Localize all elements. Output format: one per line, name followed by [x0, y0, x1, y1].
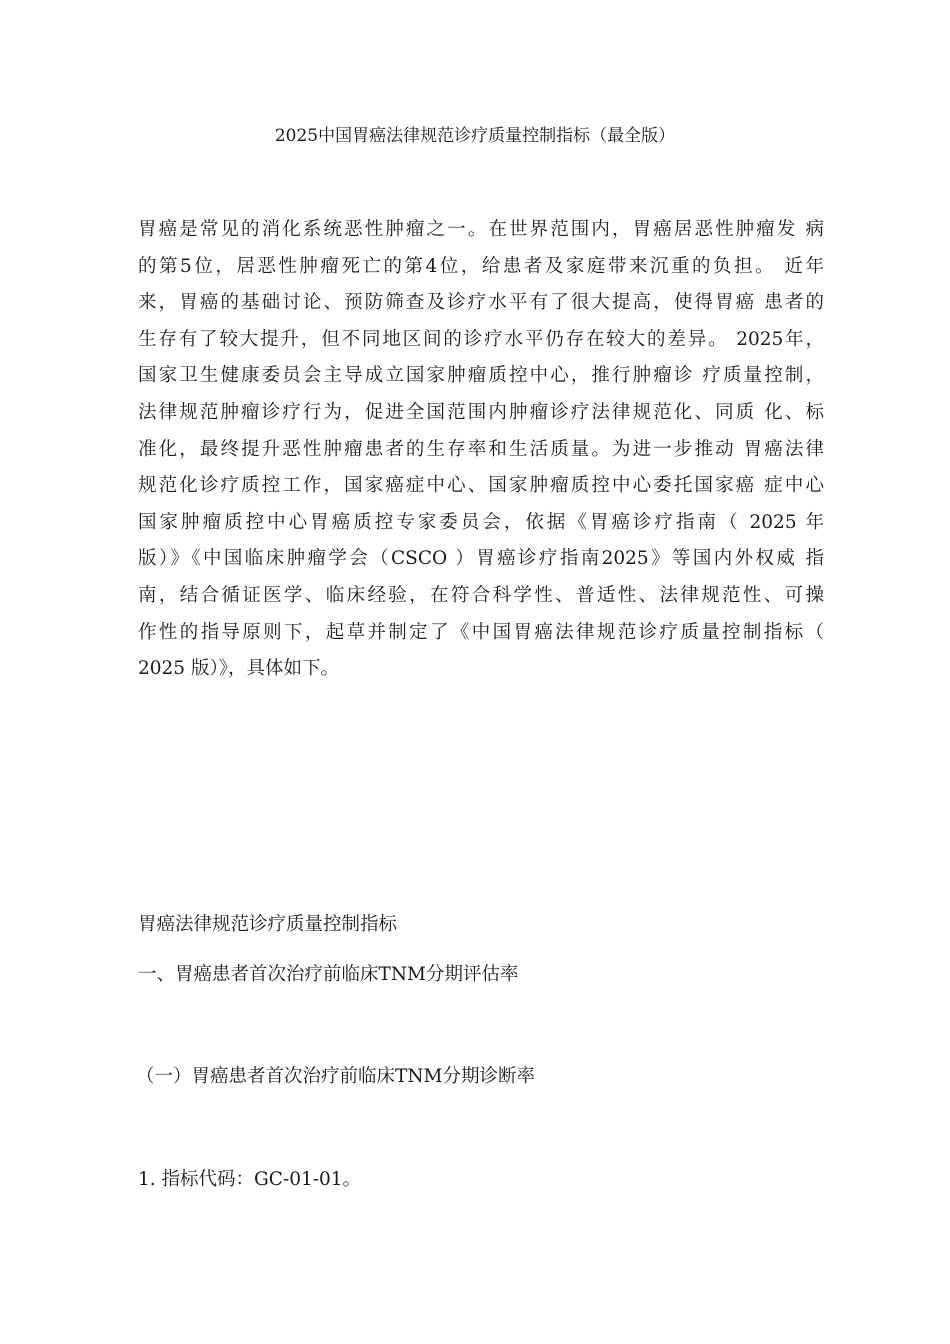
intro-line: 国家肿瘤质控中心胃癌质控专家委员会，依据《胃癌诊疗指南（ 2025 年 — [138, 511, 824, 533]
intro-line: 国家卫生健康委员会主导成立国家肿瘤质控中心，推行肿瘤诊 疗质量控制， — [138, 365, 824, 387]
intro-line: 的第5位，居恶性肿瘤死亡的第4位，给患者及家庭带来沉重的负担。 近年 — [138, 255, 824, 277]
intro-line: 生存有了较大提升，但不同地区间的诊疗水平仍存在较大的差异。 2025年， — [138, 328, 824, 350]
intro-line: 法律规范肿瘤诊疗行为，促进全国范围内肿瘤诊疗法律规范化、同质 化、标 — [138, 401, 824, 423]
document-title: 2025中国胃癌法律规范诊疗质量控制指标（最全版） — [274, 126, 676, 146]
section-heading-main: 胃癌法律规范诊疗质量控制指标 — [138, 914, 398, 935]
intro-paragraph — [138, 212, 824, 688]
intro-line: 胃癌是常见的消化系统恶性肿瘤之一。在世界范围内，胃癌居恶性肿瘤发 病 — [138, 219, 824, 240]
intro-line: 准化，最终提升恶性肿瘤患者的生存率和生活质量。为进一步推动 胃癌法律 — [138, 438, 824, 460]
indicator-code-item: 1. 指标代码：GC-01-01。 — [138, 1169, 362, 1190]
intro-line: 南，结合循证医学、临床经验，在符合科学性、普适性、法律规范性、可操 — [138, 584, 824, 606]
subsection-heading: （一）胃癌患者首次治疗前临床TNM分期诊断率 — [136, 1066, 535, 1087]
intro-line: 作性的指导原则下，起草并制定了《中国胃癌法律规范诊疗质量控制指标（ — [138, 621, 824, 643]
intro-line: 2025 版）》，具体如下。 — [138, 658, 339, 680]
section-heading-one: 一、胃癌患者首次治疗前临床TNM分期评估率 — [138, 964, 519, 985]
intro-line: 版）》《中国临床肿瘤学会（CSCO ）胃癌诊疗指南2025》等国内外权威 指 — [138, 548, 824, 570]
intro-line: 规范化诊疗质控工作，国家癌症中心、国家肿瘤质控中心委托国家癌 症中心 — [138, 475, 824, 497]
intro-line: 来，胃癌的基础讨论、预防筛查及诊疗水平有了很大提高，使得胃癌 患者的 — [138, 292, 824, 314]
